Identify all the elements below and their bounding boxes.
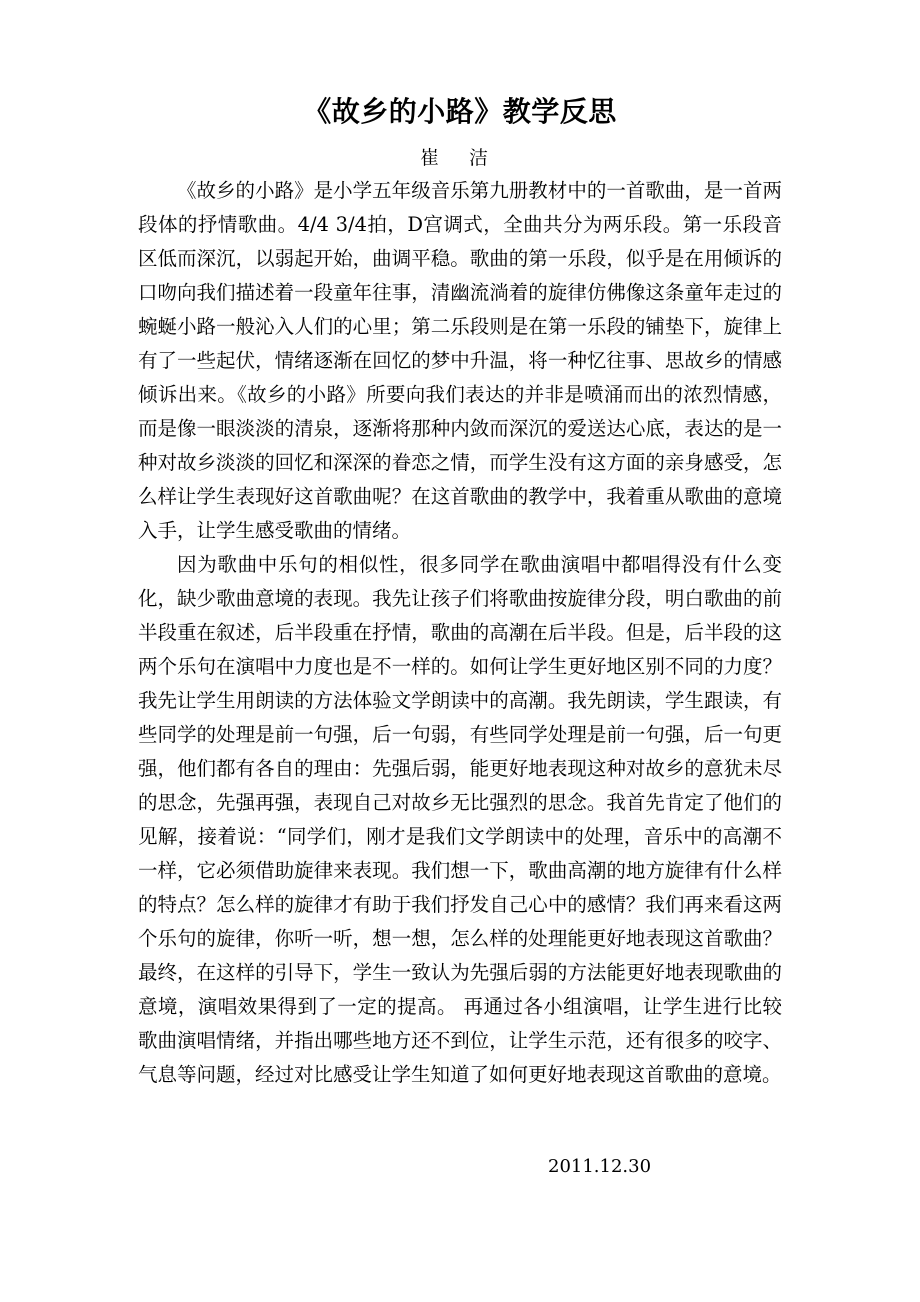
paragraph-2: 因为歌曲中乐句的相似性，很多同学在歌曲演唱中都唱得没有什么变化，缺少歌曲意境的表现。我先让孩子们将歌曲按旋律分段，明白歌曲的前半段重在叙述，后半段重在抒情，歌曲的高潮在后半段。但是，后半段的这两个乐句在演唱中力度也是不一样的。如何让学生更好地区别不同的力度？我先让学生用朗读的方法体验文学朗读中的高潮。我先朗读，学生跟读，有些同学的处理是前一句强，后一句弱，有些同学处理是前一句强，后一句更强，他们都有各自的理由：先强后弱，能更好地表现这种对故乡的意犹未尽的思念，先强再强，表现自己对故乡无比强烈的思念。我首先肯定了他们的见解，接着说：“同学们，刚才是我们文学朗读中的处理，音乐中的高潮不一样，它必须借助旋律来表现。我们想一下，歌曲高潮的地方旋律有什么样的特点？怎么样的旋律才有助于我们抒发自己心中的感情？我们再来看这两个乐句的旋律，你听一听，想一想，怎么样的处理能更好地表现这首歌曲？最终，在这样的引导下，学生一致认为先强后弱的方法能更好地表现歌曲的意境，演唱效果得到了一定的提高。 再通过各小组演唱，让学生进行比较歌曲演唱情绪，并指出哪些地方还不到位，让学生示范，还有很多的咬字、气息等问题，经过对比感受让学生知道了如何更好地表现这首歌曲的意境。 — [138, 553, 782, 1086]
document-date: 2011.12.30 — [548, 1156, 652, 1177]
document-body — [138, 174, 782, 1092]
paragraph-1: 《故乡的小路》是小学五年级音乐第九册教材中的一首歌曲，是一首两段体的抒情歌曲。4/4 3/4拍，D宫调式，全曲共分为两乐段。第一乐段音区低而深沉，以弱起开始，曲调平稳。歌曲的第一乐段，似乎是在用倾诉的口吻向我们描述着一段童年往事，清幽流淌着的旋律仿佛像这条童年走过的蜿蜒小路一般沁入人们的心里；第二乐段则是在第一乐段的铺垫下，旋律上有了一些起伏，情绪逐渐在回忆的梦中升温，将一种忆往事、思故乡的情感倾诉出来。《故乡的小路》所要向我们表达的并非是喷涌而出的浓烈情感，而是像一眼淡淡的清泉，逐渐将那种内敛而深沉的爱送达心底，表达的是一种对故乡淡淡的回忆和深深的眷恋之情，而学生没有这方面的亲身感受，怎么样让学生表现好这首歌曲呢？在这首歌曲的教学中，我着重从歌曲的意境入手，让学生感受歌曲的情绪。 — [138, 179, 782, 542]
document-title: 《故乡的小路》教学反思 — [303, 95, 617, 128]
author-name: 崔 洁 — [419, 147, 501, 169]
